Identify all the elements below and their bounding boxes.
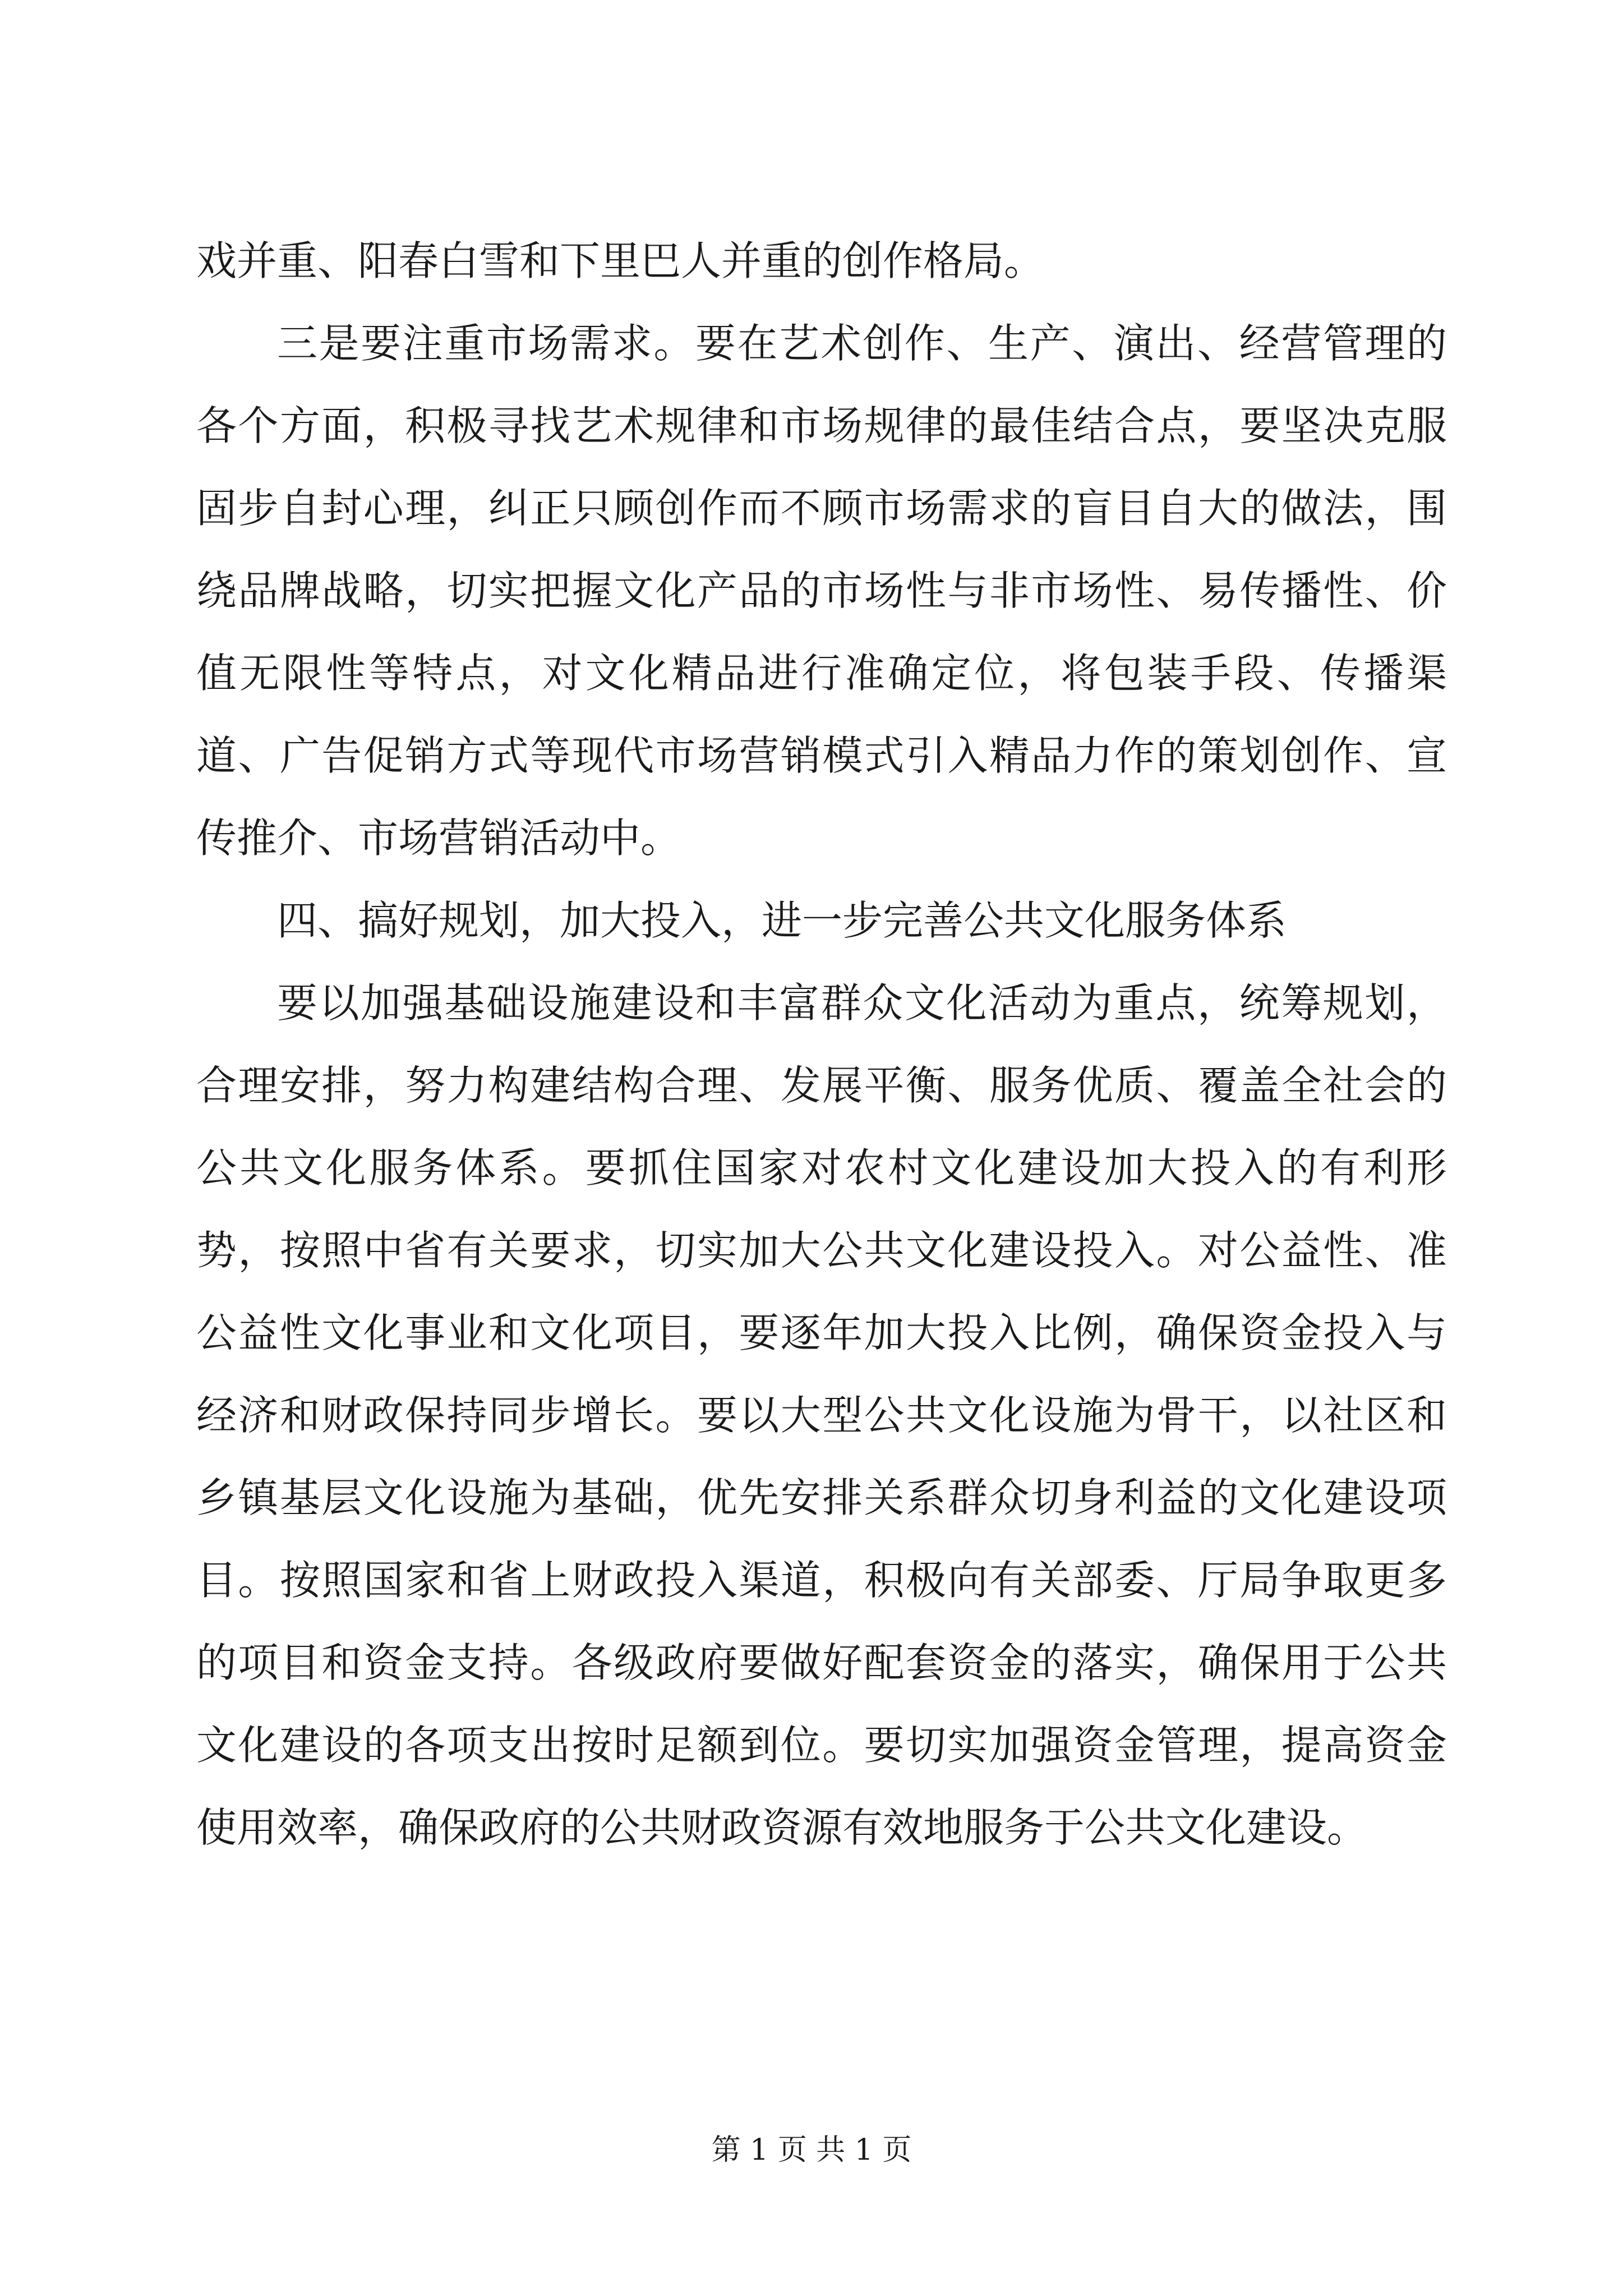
page-number-footer: 第 1 页 共 1 页 (711, 2133, 912, 2167)
section-heading: 四、搞好规划，加大投入，进一步完善公共文化服务体系 (277, 897, 1287, 944)
document-body (196, 220, 1447, 1869)
paragraph-3: 要以加强基础设施建设和丰富群众文化活动为重点，统筹规划，合理安排，努力构建结构合理、发展平衡、服务优质、覆盖全社会的公共文化服务体系。要抓住国家对农村文化建设加大投入的有利形势，按照中省有关要求，切实加大公共文化建设投入。对公益性、准公益性文化事业和文化项目，要逐年加大投入比例，确保资金投入与经济和财政保持同步增长。要以大型公共文化设施为骨干，以社区和乡镇基层文化设施为基础，优先安排关系群众切身利益的文化建设项目。按照国家和省上财政投入渠道，积极向有关部委、厅局争取更多的项目和资金支持。各级政府要做好配套资金的落实，确保用于公共文化建设的各项支出按时足额到位。要切实加强资金管理，提高资金使用效率，确保政府的公共财政资源有效地服务于公共文化建设。 (196, 979, 1447, 1851)
paragraph-1: 戏并重、阳春白雪和下里巴人并重的创作格局。 (196, 237, 1045, 284)
paragraph-2: 三是要注重市场需求。要在艺术创作、生产、演出、经营管理的各个方面，积极寻找艺术规律和市场规律的最佳结合点，要坚决克服固步自封心理，纠正只顾创作而不顾市场需求的盲目自大的做法，围绕品牌战略，切实把握文化产品的市场性与非市场性、易传播性、价值无限性等特点，对文化精品进行准确定位，将包装手段、传播渠道、广告促销方式等现代市场营销模式引入精品力作的策划创作、宣传推介、市场营销活动中。 (196, 320, 1447, 862)
